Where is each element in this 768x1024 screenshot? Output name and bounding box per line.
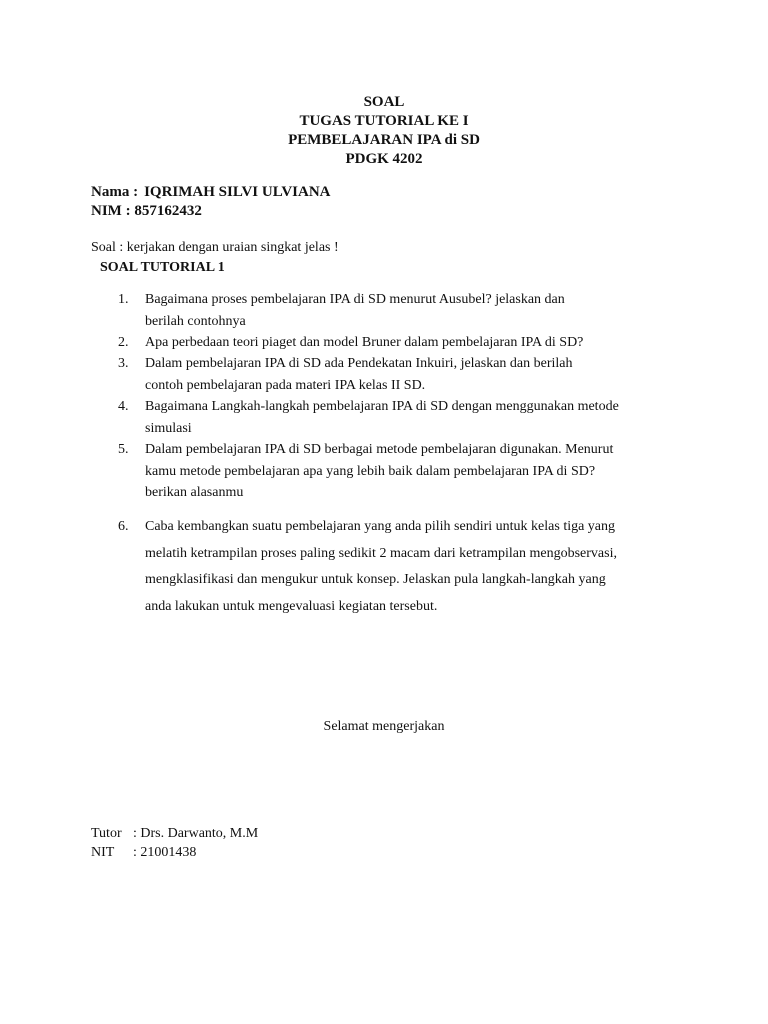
question-text	[145, 514, 645, 620]
question-line: anda lakukan untuk mengevaluasi kegiatan tersebut.	[145, 598, 438, 614]
question-text	[145, 396, 645, 439]
student-nim-row	[91, 202, 331, 221]
instruction-text: Soal : kerjakan dengan uraian singkat jelas !	[91, 240, 339, 255]
tutorial-title: SOAL TUTORIAL 1	[100, 260, 225, 275]
nit-value: : 21001438	[133, 845, 197, 860]
document-header	[0, 93, 768, 169]
question-line: mengklasifikasi dan mengukur untuk konsep. Jelaskan pula langkah-langkah yang	[145, 572, 606, 587]
question-line: Caba kembangkan suatu pembelajaran yang anda pilih sendiri untuk kelas tiga yang	[145, 519, 616, 534]
question-line: berikan alasanmu	[145, 485, 244, 500]
question-number: 2.	[118, 335, 129, 350]
question-number: 6.	[118, 519, 129, 534]
question-line: Bagaimana Langkah-langkah pembelajaran IPA di SD dengan menggunakan metode	[145, 399, 619, 414]
question-number: 5.	[118, 442, 129, 457]
student-name-row	[91, 183, 331, 202]
question-text	[145, 439, 645, 504]
tutor-info	[91, 824, 258, 862]
question-line: Apa perbedaan teori piaget dan model Bruner dalam pembelajaran IPA di SD?	[145, 335, 584, 350]
student-nim-label: NIM :	[91, 203, 131, 219]
question-text	[145, 332, 645, 354]
question-number: 1.	[118, 292, 129, 307]
header-assignment: TUGAS TUTORIAL KE I	[299, 113, 469, 129]
nit-label: NIT	[91, 845, 115, 860]
question-line: berilah contohnya	[145, 313, 246, 329]
header-title: SOAL	[363, 94, 405, 110]
question-text	[145, 289, 645, 332]
tutor-row	[91, 824, 258, 843]
tutor-label: Tutor	[91, 826, 122, 841]
question-line: Dalam pembelajaran IPA di SD ada Pendekatan Inkuiri, jelaskan dan berilah	[145, 356, 573, 371]
student-name-value: IQRIMAH SILVI ULVIANA	[144, 184, 331, 200]
header-course: PEMBELAJARAN IPA di SD	[288, 132, 480, 148]
header-course-code: PDGK 4202	[345, 151, 423, 167]
question-line: kamu metode pembelajaran apa yang lebih baik dalam pembelajaran IPA di SD?	[145, 463, 596, 479]
student-info	[91, 183, 331, 221]
question-text	[145, 353, 645, 396]
question-line: simulasi	[145, 420, 192, 436]
student-nim-value: 857162432	[134, 203, 202, 219]
nit-row	[91, 843, 258, 862]
closing-text: Selamat mengerjakan	[323, 719, 445, 734]
question-number: 4.	[118, 399, 129, 414]
tutor-value: : Drs. Darwanto, M.M	[133, 826, 259, 841]
question-number: 3.	[118, 356, 129, 371]
student-name-label: Nama :	[91, 184, 139, 200]
question-line: Dalam pembelajaran IPA di SD berbagai metode pembelajaran digunakan. Menurut	[145, 442, 614, 457]
question-line: contoh pembelajaran pada materi IPA kelas II SD.	[145, 377, 426, 393]
question-line: melatih ketrampilan proses paling sedikit 2 macam dari ketrampilan mengobservasi,	[145, 545, 617, 561]
question-line: Bagaimana proses pembelajaran IPA di SD menurut Ausubel? jelaskan dan	[145, 292, 565, 307]
